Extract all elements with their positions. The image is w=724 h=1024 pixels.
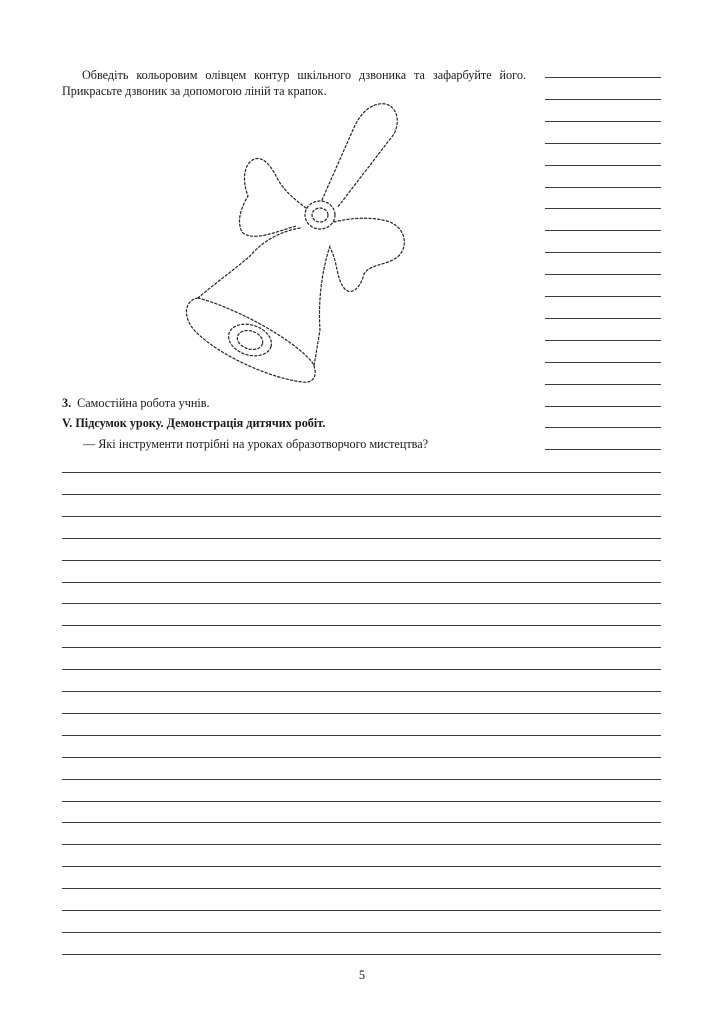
answer-writing-line[interactable] bbox=[62, 560, 661, 561]
page-number: 5 bbox=[358, 968, 366, 982]
task-3-text: Самостійна робота учнів. bbox=[77, 396, 210, 410]
answer-writing-line[interactable] bbox=[62, 757, 661, 758]
answer-writing-line[interactable] bbox=[62, 801, 661, 802]
bell-handle bbox=[322, 104, 397, 208]
answer-writing-line[interactable] bbox=[62, 888, 661, 889]
bell-rim bbox=[186, 298, 315, 382]
bell-clapper bbox=[224, 319, 275, 361]
instruction-text: Обведіть кольоровим олівцем контур шкільного дзвоника та зафарбуйте його. Прикрасьте дзвоник за допомогою ліній та крапок. bbox=[62, 68, 526, 98]
task-3 bbox=[62, 395, 210, 411]
section-5-title: V. Підсумок уроку. Демонстрація дитячих робіт. bbox=[62, 416, 326, 430]
answer-writing-line[interactable] bbox=[62, 625, 661, 626]
answer-writing-line[interactable] bbox=[62, 691, 661, 692]
answer-writing-line[interactable] bbox=[62, 472, 661, 473]
answer-writing-line[interactable] bbox=[62, 844, 661, 845]
side-writing-line[interactable] bbox=[545, 427, 661, 428]
bell-knot bbox=[305, 201, 335, 229]
side-writing-line[interactable] bbox=[545, 362, 661, 363]
answer-writing-line[interactable] bbox=[62, 538, 661, 539]
side-writing-line[interactable] bbox=[545, 274, 661, 275]
answer-writing-line[interactable] bbox=[62, 779, 661, 780]
answer-writing-line[interactable] bbox=[62, 822, 661, 823]
side-writing-line[interactable] bbox=[545, 384, 661, 385]
answer-writing-line[interactable] bbox=[62, 932, 661, 933]
side-writing-line[interactable] bbox=[545, 318, 661, 319]
side-writing-line[interactable] bbox=[545, 449, 661, 450]
answer-writing-line[interactable] bbox=[62, 603, 661, 604]
bow-left-loop bbox=[240, 158, 306, 236]
task-3-number: 3. bbox=[62, 396, 72, 410]
side-writing-line[interactable] bbox=[545, 121, 661, 122]
answer-writing-line[interactable] bbox=[62, 494, 661, 495]
answer-writing-line[interactable] bbox=[62, 516, 661, 517]
bow-right-loop bbox=[330, 218, 404, 291]
answer-writing-line[interactable] bbox=[62, 866, 661, 867]
side-writing-line[interactable] bbox=[545, 406, 661, 407]
side-writing-line[interactable] bbox=[545, 187, 661, 188]
answer-writing-line[interactable] bbox=[62, 647, 661, 648]
side-writing-line[interactable] bbox=[545, 252, 661, 253]
side-writing-line[interactable] bbox=[545, 165, 661, 166]
question-text: — Які інструменти потрібні на уроках образотворчого мистецтва? bbox=[83, 437, 429, 451]
bell-clapper-inner bbox=[235, 327, 265, 352]
answer-writing-line[interactable] bbox=[62, 735, 661, 736]
side-writing-line[interactable] bbox=[545, 99, 661, 100]
answer-writing-line[interactable] bbox=[62, 910, 661, 911]
answer-writing-line[interactable] bbox=[62, 582, 661, 583]
answer-writing-line[interactable] bbox=[62, 669, 661, 670]
side-writing-line[interactable] bbox=[545, 340, 661, 341]
answer-writing-line[interactable] bbox=[62, 954, 661, 955]
side-writing-line[interactable] bbox=[545, 77, 661, 78]
side-writing-line[interactable] bbox=[545, 208, 661, 209]
bell-outline-drawing bbox=[170, 95, 410, 395]
bell-knot-inner bbox=[312, 208, 328, 222]
side-writing-line[interactable] bbox=[545, 296, 661, 297]
side-writing-line[interactable] bbox=[545, 143, 661, 144]
side-writing-line[interactable] bbox=[545, 230, 661, 231]
bell-body bbox=[198, 228, 300, 298]
bell-body-right bbox=[314, 246, 330, 366]
answer-writing-line[interactable] bbox=[62, 713, 661, 714]
